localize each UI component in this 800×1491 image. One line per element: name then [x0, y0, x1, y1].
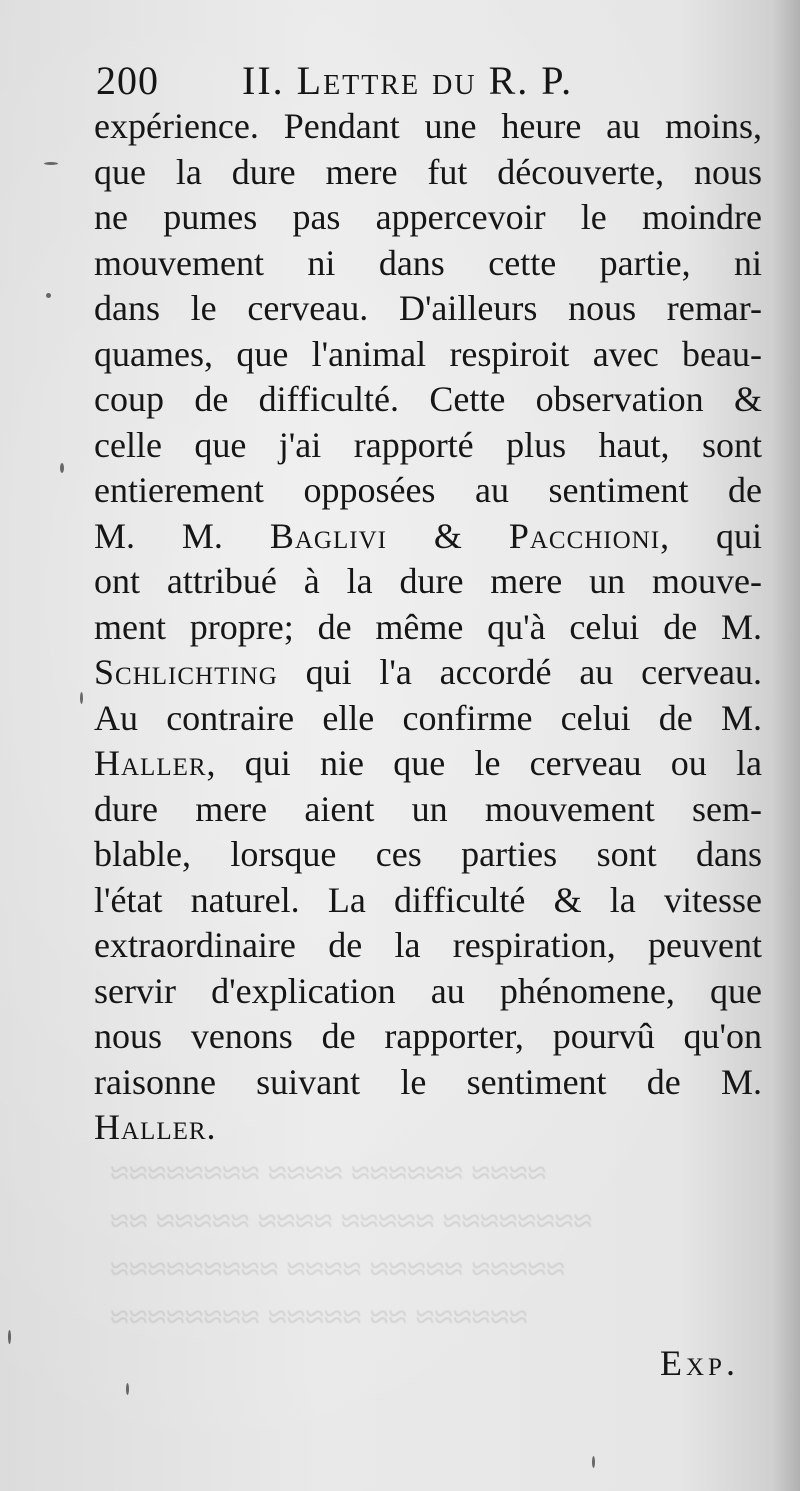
text-line: ne pumes pas appercevoir le moindre: [94, 197, 762, 237]
paper-speck: [46, 293, 51, 298]
text-line: quames, que l'animal respiroit avec beau-: [94, 333, 762, 374]
text-line: l'état naturel. La difficulté & la vitesse: [94, 879, 762, 920]
text-line: blable, lorsque ces parties sont dans: [94, 834, 762, 874]
running-head: [96, 56, 736, 106]
page-edge-shadow: [772, 0, 800, 1491]
text-line: que la dure mere fut découverte, nous: [94, 151, 762, 192]
page-number: 200: [96, 58, 159, 103]
text-line: dure mere aient un mouvement sem-: [94, 788, 762, 829]
text-line: M. M. Baglivi & Pacchioni, qui: [94, 515, 762, 556]
text-line: mouvement ni dans cette partie, ni: [94, 242, 762, 283]
text-line: nous venons de rapporter, pourvû qu'on: [94, 1016, 762, 1056]
paper-speck: [8, 1330, 11, 1344]
text-line: ment propre; de même qu'à celui de M.: [94, 606, 762, 647]
paper-speck: [80, 692, 83, 704]
paper-speck: [60, 463, 64, 473]
catchword: Exp.: [660, 1343, 739, 1383]
text-line: coup de difficulté. Cette observation &: [94, 379, 762, 419]
author-name: Haller: [94, 743, 207, 783]
paper-speck: [126, 1383, 129, 1395]
text-line: Au contraire elle confirme celui de M.: [94, 697, 762, 738]
body-text: [94, 104, 762, 1151]
text-line: raisonne suivant le sentiment de M.: [94, 1061, 762, 1102]
author-name: Haller: [94, 1107, 207, 1147]
running-title: II. Lettre du R. P.: [242, 58, 574, 103]
bleed-through-shadow: ≈≈≈≈ ≈≈≈≈≈≈ ≈≈≈≈ ≈≈≈≈≈≈≈≈ ≈≈≈≈≈≈≈≈ ≈≈≈≈≈ ≈≈≈≈ ≈≈≈≈≈ ≈≈ ≈≈≈≈≈ ≈≈≈≈≈ ≈≈≈≈ ≈≈≈≈≈≈≈≈≈ ≈≈≈≈≈≈ ≈≈ ≈≈≈≈≈ ≈≈≈≈≈≈≈≈: [110, 1155, 592, 1336]
text-line: celle que j'ai rapporté plus haut, sont: [94, 424, 762, 465]
author-name: Schlichting: [94, 652, 278, 692]
text-line: expérience. Pendant une heure au moins,: [94, 106, 762, 146]
text-line: extraordinaire de la respiration, peuvent: [94, 925, 762, 965]
paper-speck: [44, 162, 58, 165]
paper-speck: [592, 1456, 595, 1468]
text-line: dans le cerveau. D'ailleurs nous remar-: [94, 288, 762, 328]
text-line: Haller, qui nie que le cerveau ou la: [94, 743, 762, 783]
text-line: Haller.: [94, 1107, 216, 1147]
text-line: Schlichting qui l'a accordé au cerveau.: [94, 652, 762, 692]
text-line: servir d'explication au phénomene, que: [94, 970, 762, 1011]
text-line: entierement opposées au sentiment de: [94, 470, 762, 510]
author-name: Baglivi: [269, 515, 387, 556]
text-line: ont attribué à la dure mere un mouve-: [94, 561, 762, 601]
author-name: Pacchioni: [508, 515, 661, 556]
